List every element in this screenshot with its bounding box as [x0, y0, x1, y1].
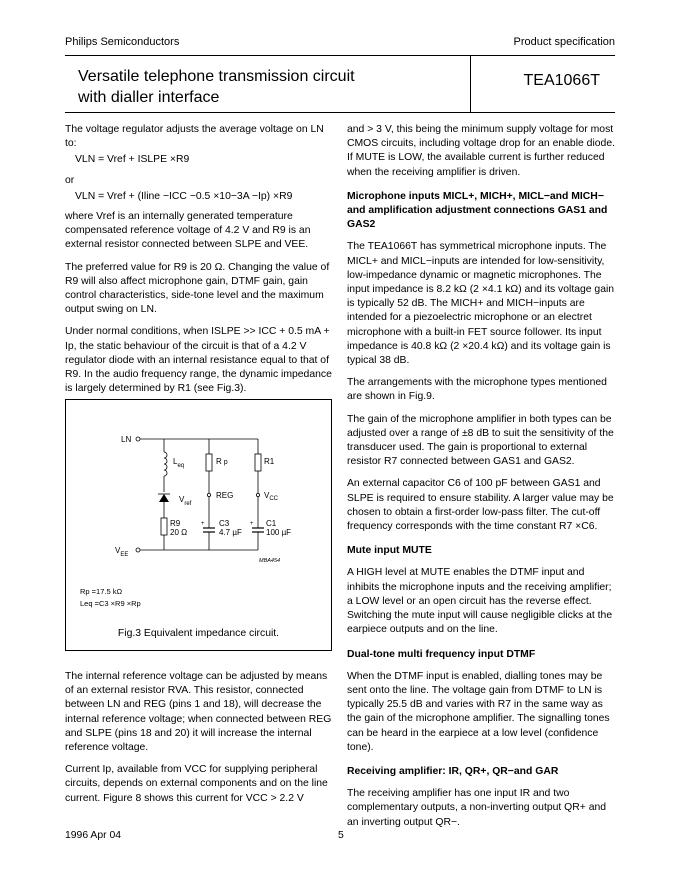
figure-3 [65, 399, 332, 651]
paragraph: An external capacitor C6 of 100 pF between GAS1 and SLPE is required to ensure stability. A larger value may be chosen to obtain a first-order low-pass filter. The cut-off frequency corresponds with the time constant R7 ×C6. [347, 478, 614, 533]
zener-diode [159, 494, 169, 502]
section-heading: Mute input MUTE [347, 545, 432, 557]
section-heading: Dual-tone multi frequency input DTMF [347, 648, 536, 660]
paragraph: The arrangements with the microphone types mentioned are shown in Fig.9. [347, 377, 607, 403]
document-title [78, 66, 398, 108]
paragraph: When the DTMF input is enabled, dialling tones may be sent onto the line. The voltage gain from DTMF to LN is typically 25.5 dB and varies with R7 in the same way as the gain of the microphone amplifier. The signalling tones can be heard in the earpiece at a low level (confidence tone). [347, 670, 610, 753]
note-leq: Leq =C3 ×R9 ×Rp [80, 599, 141, 608]
equation-2: VLN = Vref + (Iline −ICC −0.5 ×10−3A −Ip) ×R9 [75, 190, 293, 202]
left-column [65, 123, 333, 404]
paragraph: The TEA1066T has symmetrical microphone inputs. The MICL+ and MICL−inputs are intended for low-sensitivity, low-impedance dynamic or magnetic microphones. The input impedance is 8.2 kΩ (2 ×4.1 kΩ) and its voltage gain is typically 52 dB. The MICH+ and MICH−inputs are intended for a piezoelectric microphone or an electret microphone with a built-in FET source follower. Its input impedance is 40.8 kΩ (2 ×20.4 kΩ) and its voltage gain is typical 38 dB. [347, 241, 615, 367]
page-number: 5 [338, 830, 344, 841]
paragraph: The gain of the microphone amplifier in both types can be adjusted over a range of ±8 dB to suit the sensitivity of the transducer used. The gain is proportional to external resistor R7 connected between GAS1 and GAS2. [347, 413, 614, 468]
r9-label: R9 [170, 519, 181, 528]
company-name: Philips Semiconductors [65, 36, 180, 48]
document-type: Product specification [513, 36, 615, 48]
circuit-diagram [66, 400, 331, 650]
section-heading: Receiving amplifier: IR, QR+, QR−and GAR [347, 765, 559, 777]
title-line-2: with dialler interface [78, 89, 220, 106]
paragraph: and > 3 V, this being the minimum supply voltage for most CMOS circuits, including voltage drop for an enable diode. If MUTE is LOW, the available current is further reduced when the receiving amplifier is driven. [347, 124, 615, 178]
paragraph: The receiving amplifier has one input IR and two complementary outputs, a non-inverting output QR+ and an inverting output QR−. [347, 788, 607, 828]
reg-node [207, 493, 210, 496]
r1-label: R1 [264, 457, 275, 466]
header-top-rule [65, 55, 615, 56]
c3-label: C3 [219, 519, 230, 528]
right-column [347, 123, 615, 838]
figure-caption: Fig.3 Equivalent impedance circuit. [117, 628, 280, 639]
header-bottom-rule [65, 112, 615, 113]
title-separator [470, 56, 471, 113]
resistor-r9 [161, 518, 167, 535]
note-rp: Rp =17.5 kΩ [80, 587, 123, 596]
resistor-r1 [255, 454, 261, 471]
or-text: or [65, 174, 75, 186]
paragraph: Under normal conditions, when ISLPE >> ICC + 0.5 mA + Ip, the static behaviour of the circuit is that of a 4.2 V regulator diode with an internal resistance equal to that of R9. In the audio frequency range, the dynamic impedance is largely determined by R1 (see Fig.3). [65, 326, 332, 395]
paragraph: Current Ip, available from VCC for supplying peripheral circuits, depends on external components and on the line current. Figure 8 shows this current for VCC > 2.2 V [65, 764, 328, 804]
equation-1: VLN = Vref + ISLPE ×R9 [75, 154, 190, 166]
figure-code: MBA454 [259, 558, 281, 564]
left-column-bottom [65, 670, 333, 814]
leq-label: $L_{eq}$ [173, 457, 185, 469]
section-heading: Microphone inputs MICL+, MICH+, MICL−and MICH− and amplification adjustment connections GAS1 and GAS2 [347, 190, 608, 231]
paragraph: The internal reference voltage can be adjusted by means of an external resistor RVA. This resistor, connected between LN and REG (pins 1 and 18), will decrease the internal reference voltage; when connected between REG and SLPE (pins 18 and 20) it will increase the internal reference voltage. [65, 671, 332, 754]
title-line-1: Versatile telephone transmission circuit [78, 68, 355, 85]
inductor-leq [164, 452, 167, 476]
c1-label: C1 [266, 519, 277, 528]
svg-text:+: + [250, 521, 254, 527]
c1-value: 100 µF [266, 528, 292, 537]
paragraph: where Vref is an internally generated temperature compensated reference voltage of 4.2 V and R9 is an external resistor connected between SLPE and VEE. [65, 211, 311, 251]
part-number: TEA1066T [523, 72, 600, 89]
vref-label: $V_{ref}$ [179, 495, 192, 507]
vee-label: $V_{EE}$ [115, 546, 129, 558]
reg-label: REG [216, 491, 234, 500]
footer-date: 1996 Apr 04 [65, 830, 122, 841]
paragraph: The voltage regulator adjusts the average voltage on LN to: [65, 124, 324, 150]
resistor-rp [206, 454, 212, 471]
paragraph: The preferred value for R9 is 20 Ω. Changing the value of R9 will also affect microphone gain, DTMF gain, gain control characteristics, side-tone level and the maximum output swing on LN. [65, 261, 330, 316]
rp-label: R p [216, 457, 228, 466]
svg-text:+: + [201, 521, 205, 527]
c3-value: 4.7 µF [219, 528, 242, 537]
paragraph: A HIGH level at MUTE enables the DTMF input and inhibits the microphone inputs and the receiving amplifier; a LOW level or an open circuit has the reverse effect. Switching the mute input will cause negligible clicks at the earpiece outputs and on the line. [347, 567, 613, 636]
vcc-label: $V_{CC}$ [264, 491, 279, 502]
r9-value: 20 Ω [170, 528, 188, 537]
ln-label: LN [121, 435, 132, 444]
vcc-node [256, 493, 259, 496]
